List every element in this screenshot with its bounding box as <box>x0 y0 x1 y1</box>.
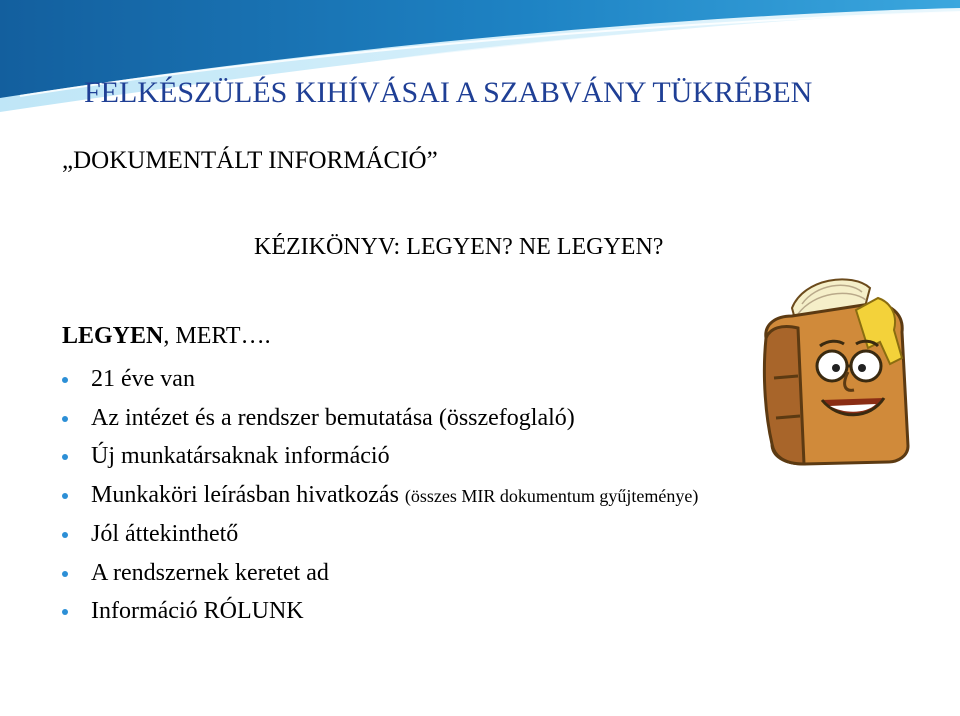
bullet-item <box>62 515 698 554</box>
reason-keyword: LEGYEN <box>62 323 164 349</box>
bullet-text: Az intézet és a rendszer bemutatása (összefoglaló) <box>91 404 575 431</box>
bullet-dot-icon <box>62 571 68 577</box>
reason-heading <box>62 323 271 350</box>
bullet-dot-icon <box>62 532 68 538</box>
bullet-dot-icon <box>62 377 68 383</box>
slide-title: FELKÉSZÜLÉS KIHÍVÁSAI A SZABVÁNY TÜKRÉBEN <box>84 76 813 109</box>
bullet-item <box>62 592 698 631</box>
bullet-item <box>62 399 698 438</box>
bullet-text: Információ RÓLUNK <box>91 598 304 624</box>
bullet-item <box>62 360 698 399</box>
bullet-item <box>62 554 698 593</box>
bullet-note: (összes MIR dokumentum gyűjteménye) <box>404 485 699 506</box>
reason-bullet-list <box>62 360 698 631</box>
bullet-text: 21 éve van <box>91 366 195 392</box>
bullet-item <box>62 437 698 476</box>
bullet-text: Munkaköri leírásban hivatkozás <box>91 481 405 508</box>
bullet-dot-icon <box>62 609 68 615</box>
bullet-text: A rendszernek keretet ad <box>91 559 329 586</box>
bullet-dot-icon <box>62 416 68 422</box>
bullet-dot-icon <box>62 454 68 460</box>
manual-question: KÉZIKÖNYV: LEGYEN? NE LEGYEN? <box>254 234 664 260</box>
cartoon-book-icon <box>752 268 922 468</box>
header-wave-decoration <box>0 0 960 130</box>
bullet-text: Új munkatársaknak információ <box>91 443 390 469</box>
bullet-item <box>62 476 698 516</box>
reason-rest: , MERT…. <box>163 323 271 349</box>
bullet-dot-icon <box>62 493 68 499</box>
slide-subtitle: „DOKUMENTÁLT INFORMÁCIÓ” <box>62 147 438 174</box>
bullet-text: Jól áttekinthető <box>91 521 239 547</box>
